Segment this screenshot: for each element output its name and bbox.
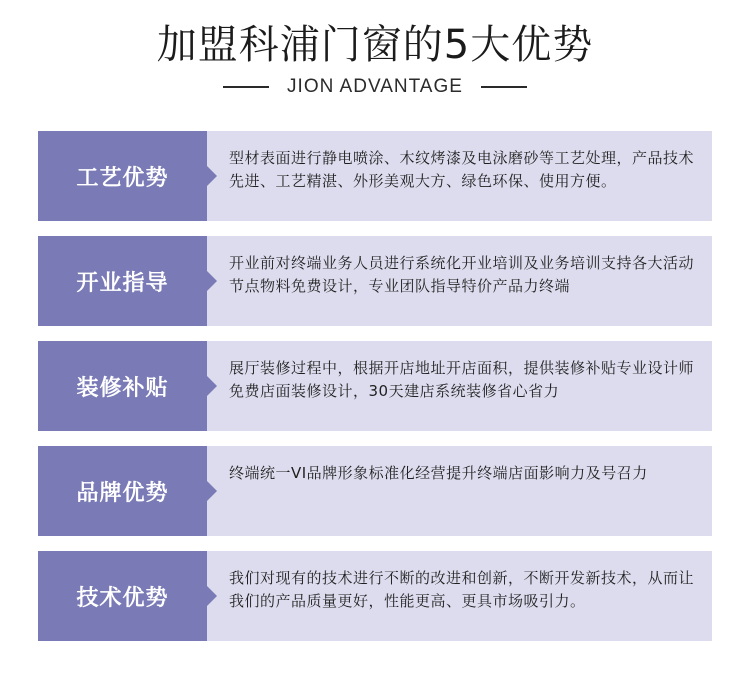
advantage-label-box bbox=[38, 236, 207, 326]
advantage-label: 开业指导 bbox=[76, 270, 169, 296]
advantage-label: 工艺优势 bbox=[76, 165, 169, 191]
advantage-description: 我们对现有的技术进行不断的改进和创新，不断开发新技术，从而让我们的产品质量更好，性能更高、更具市场吸引力。 bbox=[229, 569, 695, 610]
advantage-label-box bbox=[38, 446, 207, 536]
advantage-label-box bbox=[38, 341, 207, 431]
advantage-label: 技术优势 bbox=[76, 585, 169, 611]
advantage-label: 品牌优势 bbox=[76, 480, 169, 506]
advantage-row-craft bbox=[38, 131, 712, 221]
page-subtitle: JION ADVANTAGE bbox=[287, 76, 463, 97]
subtitle-left-divider bbox=[223, 86, 269, 88]
pointer-arrow-icon bbox=[207, 376, 217, 396]
pointer-arrow-icon bbox=[207, 166, 217, 186]
advantage-row-decoration-subsidy bbox=[38, 341, 712, 431]
subtitle-row bbox=[0, 74, 750, 100]
advantage-row-opening-guidance bbox=[38, 236, 712, 326]
pointer-arrow-icon bbox=[207, 586, 217, 606]
advantage-label-box bbox=[38, 551, 207, 641]
advantage-description: 型材表面进行静电喷涂、木纹烤漆及电泳磨砂等工艺处理，产品技术先进、工艺精湛、外形美观大方、绿色环保、使用方便。 bbox=[229, 149, 695, 190]
pointer-arrow-icon bbox=[207, 271, 217, 291]
pointer-arrow-icon bbox=[207, 481, 217, 501]
advantage-description: 展厅装修过程中，根据开店地址开店面积，提供装修补贴专业设计师免费店面装修设计，30天建店系统装修省心省力 bbox=[229, 359, 695, 400]
page-header bbox=[0, 0, 750, 110]
subtitle-right-divider bbox=[481, 86, 527, 88]
advantage-row-brand bbox=[38, 446, 712, 536]
advantage-row-technology bbox=[38, 551, 712, 641]
page-title: 加盟科浦门窗的5大优势 bbox=[156, 22, 594, 68]
advantage-description: 开业前对终端业务人员进行系统化开业培训及业务培训支持各大活动节点物料免费设计，专业团队指导特价产品力终端 bbox=[229, 254, 695, 295]
advantage-label: 装修补贴 bbox=[76, 375, 169, 401]
advantage-list bbox=[38, 131, 712, 641]
advantage-label-box bbox=[38, 131, 207, 221]
advantage-description: 终端统一VI品牌形象标准化经营提升终端店面影响力及号召力 bbox=[229, 464, 648, 482]
